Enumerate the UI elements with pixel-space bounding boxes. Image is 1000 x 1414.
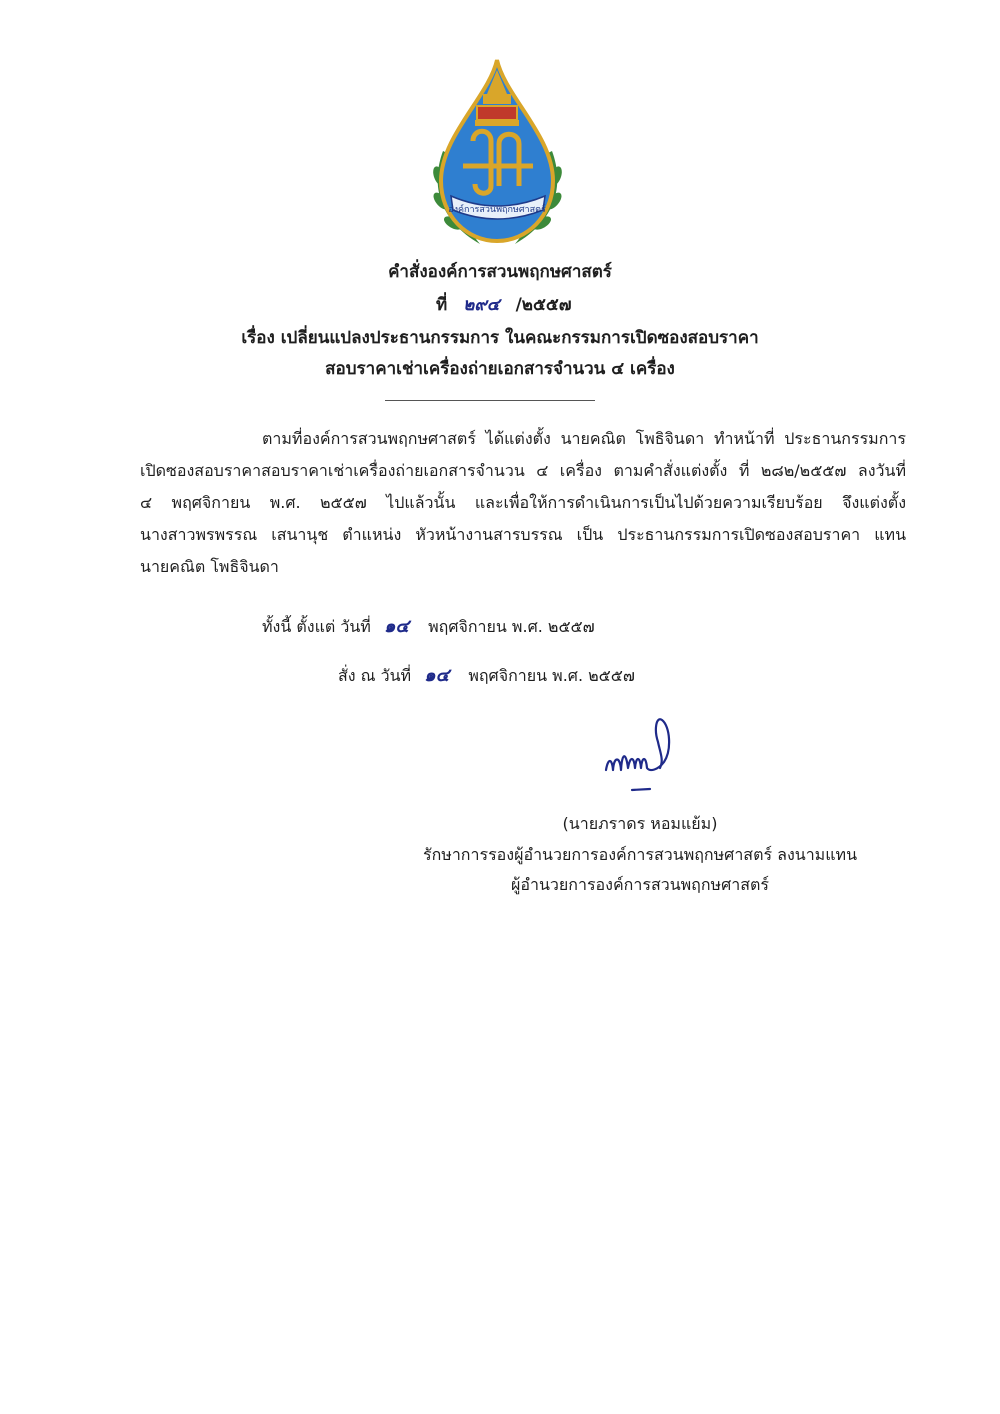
body-line: ตามที่องค์การสวนพฤกษศาสตร์ ได้แต่งตั้ง นายคณิต โพธิจินดา ทำหน้าที่ ประธานกรรมการ: [262, 429, 906, 448]
order-number-handwritten: ๒๙๔: [463, 295, 500, 315]
effective-date-prefix: ทั้งนี้ ตั้งแต่ วันที่: [262, 617, 371, 636]
ordered-date-suffix: พฤศจิกายน พ.ศ. ๒๕๕๗: [468, 666, 635, 685]
body-line: เปิดซองสอบราคาสอบราคาเช่าเครื่องถ่ายเอกสารจำนวน ๔ เครื่อง ตามคำสั่งแต่งตั้ง ที่ ๒๘๒/๒๕๕๗ ลงวันที่: [140, 461, 906, 480]
effective-date-suffix: พฤศจิกายน พ.ศ. ๒๕๕๗: [428, 617, 595, 636]
ordered-date: [338, 660, 635, 689]
body-line: นายคณิต โพธิจินดา: [140, 557, 279, 576]
effective-day-handwritten: ๑๔: [383, 616, 409, 637]
body-line: นางสาวพรพรรณ เสนานุช ตำแหน่ง หัวหน้างานสารบรรณ เป็น ประธานกรรมการเปิดซองสอบราคา แทน: [140, 525, 906, 544]
signatory-name: (นายภราดร หอมแย้ม): [562, 814, 718, 833]
subject-line-2: สอบราคาเช่าเครื่องถ่ายเอกสารจำนวน ๔ เครื่อง: [325, 359, 675, 379]
order-number: [436, 291, 572, 318]
subject-line-1: เรื่อง เปลี่ยนแปลงประธานกรรมการ ในคณะกรรมการเปิดซองสอบราคา: [241, 328, 759, 348]
organization-logo: [425, 56, 570, 256]
effective-date: [262, 611, 595, 640]
ordered-day-handwritten: ๑๔: [424, 665, 450, 686]
signatory-position-line-2: ผู้อำนวยการองค์การสวนพฤกษศาสตร์: [511, 875, 769, 894]
logo-banner-text: องค์การสวนพฤกษศาสตร์: [448, 205, 546, 215]
body-line: ๔ พฤศจิกายน พ.ศ. ๒๕๕๗ ไปแล้วนั้น และเพื่อให้การดำเนินการเป็นไปด้วยความเรียบร้อย จึงแต่งตั้ง: [140, 493, 906, 512]
handwritten-signature: [598, 712, 688, 797]
order-number-prefix: ที่: [436, 295, 448, 315]
header-divider: [385, 400, 595, 401]
signatory-position-line-1: รักษาการรองผู้อำนวยการองค์การสวนพฤกษศาสตร์ ลงนามแทน: [422, 845, 858, 864]
order-number-suffix: /๒๕๕๗: [515, 295, 572, 315]
ordered-date-prefix: สั่ง ณ วันที่: [338, 666, 412, 685]
order-title: คำสั่งองค์การสวนพฤกษศาสตร์: [388, 262, 612, 282]
